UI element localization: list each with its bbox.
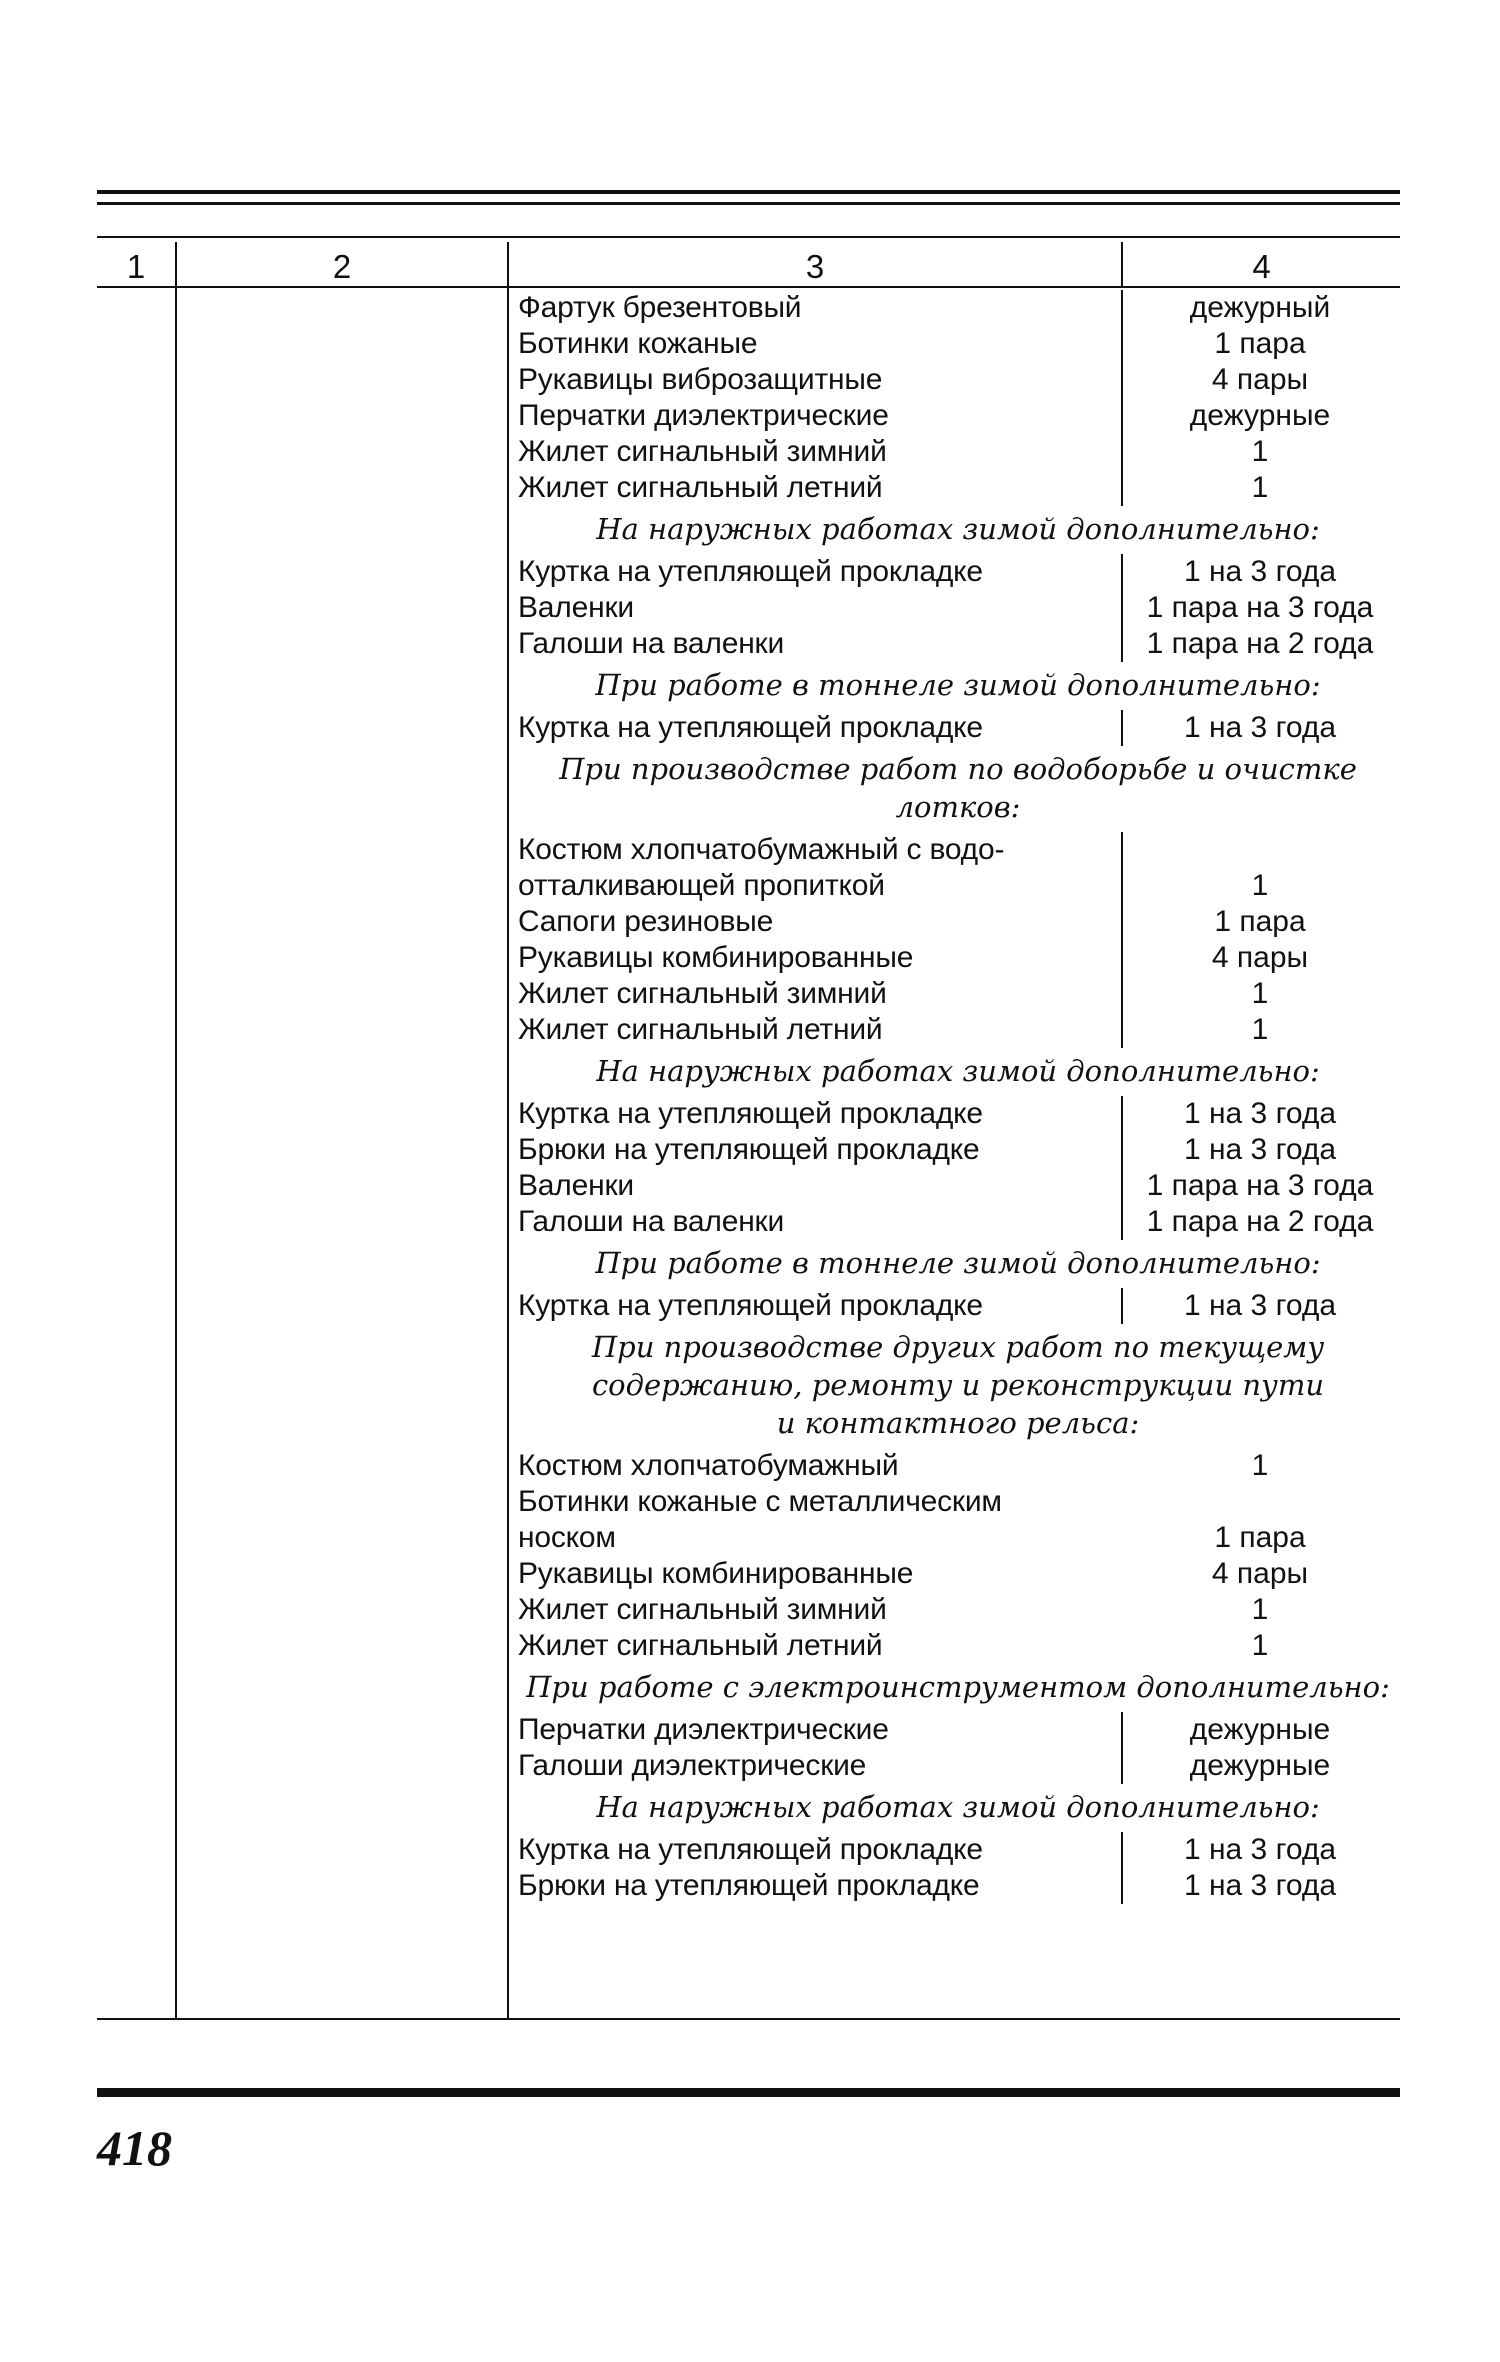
item-quantity: 1 на 3 года — [1183, 1097, 1337, 1130]
table-row — [97, 1868, 1400, 1904]
table-row — [97, 1132, 1400, 1168]
item-name: Куртка на утепляющей прокладке — [518, 1097, 983, 1130]
table-row — [97, 904, 1400, 940]
table-row — [97, 1556, 1400, 1592]
section-header-text: При производстве работ по водоборьбе и очистке лотков: — [559, 752, 1357, 824]
table-row — [97, 1712, 1400, 1748]
section-header-row — [97, 1784, 1400, 1832]
table-row — [97, 1448, 1400, 1484]
item-name: Жилет сигнальный зимний — [518, 977, 887, 1010]
item-quantity: 1 пара на 2 года — [1146, 1205, 1374, 1238]
item-quantity: 1 — [1251, 1629, 1269, 1662]
item-quantity: 1 — [1251, 1013, 1269, 1046]
item-name: Ботинки кожаные с металлическим — [518, 1485, 1002, 1518]
section-header-text: При работе с электроинструментом дополнительно: — [526, 1670, 1390, 1704]
table-row — [97, 1748, 1400, 1784]
item-name: Перчатки диэлектрические — [518, 1713, 889, 1746]
item-quantity: 1 на 3 года — [1183, 555, 1337, 588]
item-quantity: 1 пара — [1214, 1521, 1306, 1554]
item-name: Галоши на валенки — [518, 1205, 785, 1238]
section-header-text: При работе в тоннеле зимой дополнительно: — [595, 1246, 1321, 1280]
table-bottom-border — [97, 2018, 1400, 2020]
section-header-text: При работе в тоннеле зимой дополнительно: — [595, 668, 1321, 702]
item-name: Жилет сигнальный зимний — [518, 435, 887, 468]
top-double-rule-lower — [97, 202, 1400, 205]
item-quantity: дежурные — [1189, 1749, 1331, 1782]
item-quantity: 1 — [1251, 1593, 1269, 1626]
table-row — [97, 976, 1400, 1012]
item-quantity: дежурные — [1189, 399, 1331, 432]
item-name: Сапоги резиновые — [518, 905, 774, 938]
column-number-4: 4 — [1252, 248, 1271, 285]
column-divider-3 — [1121, 832, 1123, 868]
item-quantity: 1 пара — [1214, 327, 1306, 360]
section-header-text: При производстве других работ по текущему содержанию, ремонту и реконструкции пути и контактного рельса: — [591, 1330, 1325, 1440]
item-name: Жилет сигнальный летний — [518, 1013, 883, 1046]
item-quantity: 4 пары — [1211, 941, 1309, 974]
item-quantity: 1 — [1251, 471, 1269, 504]
item-quantity: 1 — [1251, 435, 1269, 468]
item-name: Рукавицы виброзащитные — [518, 363, 883, 396]
table-row — [97, 1168, 1400, 1204]
column-number-1: 1 — [126, 248, 146, 285]
item-quantity: 1 — [1251, 1449, 1269, 1482]
item-quantity: 4 пары — [1211, 363, 1309, 396]
table-body — [97, 290, 1400, 1904]
table-row — [97, 1484, 1400, 1520]
section-header-text: На наружных работах зимой дополнительно: — [596, 512, 1320, 546]
item-quantity: 1 на 3 года — [1183, 1869, 1337, 1902]
table-row — [97, 434, 1400, 470]
item-name: Ботинки кожаные — [518, 327, 758, 360]
top-double-rule-upper — [97, 190, 1400, 194]
section-header-row — [97, 662, 1400, 710]
table-row — [97, 554, 1400, 590]
item-name: Куртка на утепляющей прокладке — [518, 1289, 983, 1322]
item-name: Жилет сигнальный летний — [518, 471, 883, 504]
item-quantity: 1 на 3 года — [1183, 711, 1337, 744]
table-row — [97, 1096, 1400, 1132]
table-row — [97, 1288, 1400, 1324]
item-quantity: 4 пары — [1211, 1557, 1309, 1590]
table-top-border — [97, 236, 1400, 238]
page-number: 418 — [97, 2120, 172, 2176]
column-number-2: 2 — [332, 248, 352, 285]
item-quantity: 1 — [1251, 869, 1269, 902]
table-row — [97, 1520, 1400, 1556]
column-number-3: 3 — [805, 248, 825, 285]
equipment-table — [97, 242, 1400, 2020]
table-row — [97, 626, 1400, 662]
section-header-row — [97, 1240, 1400, 1288]
table-row — [97, 940, 1400, 976]
table-row — [97, 398, 1400, 434]
item-name: Костюм хлопчатобумажный с водо- — [518, 833, 1005, 866]
item-quantity: 1 на 3 года — [1183, 1289, 1337, 1322]
item-quantity: 1 пара — [1214, 905, 1306, 938]
item-name: Рукавицы комбинированные — [518, 1557, 914, 1590]
table-row — [97, 290, 1400, 326]
item-name: Куртка на утепляющей прокладке — [518, 1833, 983, 1866]
item-name: Валенки — [518, 1169, 634, 1202]
item-name: Костюм хлопчатобумажный — [518, 1449, 899, 1482]
item-quantity: 1 пара на 2 года — [1146, 627, 1374, 660]
item-quantity: дежурный — [1189, 291, 1331, 324]
section-header-text: На наружных работах зимой дополнительно: — [596, 1054, 1320, 1088]
table-row — [97, 710, 1400, 746]
table-row — [97, 1204, 1400, 1240]
item-name: Рукавицы комбинированные — [518, 941, 914, 974]
item-name: Куртка на утепляющей прокладке — [518, 555, 983, 588]
item-quantity: дежурные — [1189, 1713, 1331, 1746]
item-name: отталкивающей пропиткой — [518, 869, 885, 902]
table-row — [97, 1628, 1400, 1664]
item-name: Фартук брезентовый — [518, 291, 802, 324]
table-row — [97, 868, 1400, 904]
item-name: Брюки на утепляющей прокладке — [518, 1133, 980, 1166]
section-header-row — [97, 1324, 1400, 1448]
table-row — [97, 326, 1400, 362]
column-divider-3-header — [1121, 242, 1123, 288]
item-name: Перчатки диэлектрические — [518, 399, 889, 432]
section-header-row — [97, 746, 1400, 832]
section-header-row — [97, 1664, 1400, 1712]
section-header-row — [97, 1048, 1400, 1096]
item-name: Галоши на валенки — [518, 627, 785, 660]
item-quantity: 1 пара на 3 года — [1146, 591, 1374, 624]
item-name: Жилет сигнальный зимний — [518, 1593, 887, 1626]
item-name: Куртка на утепляющей прокладке — [518, 711, 983, 744]
item-quantity: 1 на 3 года — [1183, 1133, 1337, 1166]
table-row — [97, 1012, 1400, 1048]
table-row — [97, 1592, 1400, 1628]
table-row — [97, 470, 1400, 506]
item-quantity: 1 на 3 года — [1183, 1833, 1337, 1866]
table-row — [97, 832, 1400, 868]
item-quantity: 1 — [1251, 977, 1269, 1010]
item-name: Брюки на утепляющей прокладке — [518, 1869, 980, 1902]
table-row — [97, 590, 1400, 626]
item-name: Галоши диэлектрические — [518, 1749, 867, 1782]
table-row — [97, 362, 1400, 398]
item-name: носком — [518, 1521, 616, 1554]
table-row — [97, 1832, 1400, 1868]
item-name: Валенки — [518, 591, 634, 624]
item-quantity: 1 пара на 3 года — [1146, 1169, 1374, 1202]
section-header-row — [97, 506, 1400, 554]
item-name: Жилет сигнальный летний — [518, 1629, 883, 1662]
section-header-text: На наружных работах зимой дополнительно: — [596, 1790, 1320, 1824]
page-bottom-rule — [97, 2088, 1400, 2097]
